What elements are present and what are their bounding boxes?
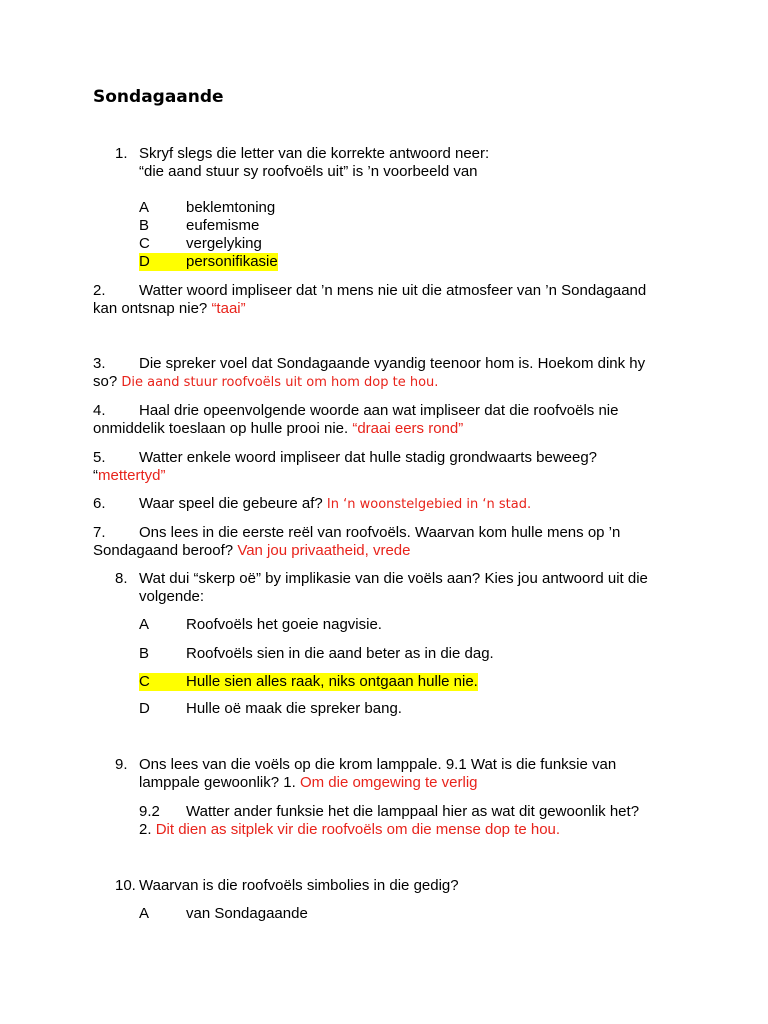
option-d-highlighted <box>139 253 278 271</box>
option-text: Roofvoëls het goeie nagvisie. <box>186 616 382 633</box>
question-text: Waar speel die gebeure af? <box>139 495 323 512</box>
question-number: 5. <box>93 449 106 466</box>
question-text: so? <box>93 373 118 390</box>
option-letter: B <box>139 645 150 662</box>
question-text: “die aand stuur sy roofvoëls uit” is ’n voorbeeld van <box>139 163 478 180</box>
answer-text: “taai” <box>211 300 246 317</box>
answer-text: Van jou privaatheid, vrede <box>237 542 411 559</box>
sub-question-number: 9.2 <box>139 803 160 820</box>
question-number: 1. <box>115 145 128 162</box>
option-text: personifikasie <box>186 253 278 270</box>
question-number: 2. <box>93 282 106 299</box>
option-b <box>139 217 259 235</box>
question-number: 4. <box>93 402 106 419</box>
option-b <box>139 645 494 663</box>
option-text: Hulle oë maak die spreker bang. <box>186 700 402 717</box>
option-letter: C <box>139 673 150 690</box>
question-text: Sondagaand beroof? <box>93 542 234 559</box>
option-text: beklemtoning <box>186 199 276 216</box>
question-line-with-answer <box>93 420 463 438</box>
question-line-with-answer <box>93 373 438 392</box>
question-number: 3. <box>93 355 106 372</box>
option-a <box>139 616 382 634</box>
question-text: Haal drie opeenvolgende woorde aan wat impliseer dat die roofvoëls nie <box>139 402 619 419</box>
option-text: van Sondagaande <box>186 905 308 922</box>
question-number: 8. <box>115 570 128 587</box>
answer-prefix: 2. <box>139 821 152 838</box>
question-text: Waarvan is die roofvoëls simbolies in die gedig? <box>139 877 459 894</box>
option-text: vergelyking <box>186 235 262 252</box>
option-a <box>139 905 308 923</box>
answer-text: Die aand stuur roofvoëls uit om hom dop te hou. <box>121 375 439 390</box>
question-number: 6. <box>93 495 106 512</box>
question-text: Watter woord impliseer dat ’n mens nie uit die atmosfeer van ’n Sondagaand <box>139 282 647 299</box>
option-text: Hulle sien alles raak, niks ontgaan hulle nie. <box>186 673 478 690</box>
option-letter: A <box>139 616 150 633</box>
question-text: Watter enkele woord impliseer dat hulle stadig grondwaarts beweeg? <box>139 449 598 466</box>
option-letter: B <box>139 217 150 234</box>
question-text: kan ontsnap nie? <box>93 300 208 317</box>
question-line-with-answer <box>139 495 531 514</box>
option-letter: D <box>139 253 150 270</box>
sub-question-line-with-answer <box>139 821 560 839</box>
question-text: Skryf slegs die letter van die korrekte antwoord neer: <box>139 145 490 162</box>
question-text: lamppale gewoonlik? 1. <box>139 774 296 791</box>
option-c-highlighted <box>139 673 478 691</box>
question-number: 10. <box>115 877 136 894</box>
question-text: onmiddelik toeslaan op hulle prooi nie. <box>93 420 349 437</box>
option-letter: A <box>139 905 150 922</box>
question-text: Wat dui “skerp oë” by implikasie van die voëls aan? Kies jou antwoord uit die <box>139 570 648 587</box>
answer-text: “draai eers rond” <box>352 420 464 437</box>
question-number: 7. <box>93 524 106 541</box>
question-line-with-answer <box>93 542 410 560</box>
sub-question-text: Watter ander funksie het die lamppaal hier as wat dit gewoonlik het? <box>186 803 640 820</box>
question-line-with-answer <box>139 774 478 792</box>
option-letter: A <box>139 199 150 216</box>
question-line-with-answer <box>93 300 246 318</box>
option-d <box>139 700 402 718</box>
question-number: 9. <box>115 756 128 773</box>
option-c <box>139 235 262 253</box>
answer-text: Dit dien as sitplek vir die roofvoëls om die mense dop te hou. <box>155 821 561 838</box>
page-title: Sondagaande <box>93 87 224 107</box>
question-line-with-answer <box>93 467 166 485</box>
option-letter: D <box>139 700 150 717</box>
answer-text: mettertyd” <box>98 467 166 484</box>
option-a <box>139 199 275 217</box>
option-text: Roofvoëls sien in die aand beter as in die dag. <box>186 645 494 662</box>
question-text: Ons lees van die voëls op die krom lamppale. 9.1 Wat is die funksie van <box>139 756 617 773</box>
option-letter: C <box>139 235 150 252</box>
question-text: volgende: <box>139 588 205 605</box>
question-text: Die spreker voel dat Sondagaande vyandig teenoor hom is. Hoekom dink hy <box>139 355 646 372</box>
quote-mark: “ <box>93 467 98 484</box>
answer-text: Om die omgewing te verlig <box>299 774 478 791</box>
answer-text: In ‘n woonstelgebied in ‘n stad. <box>326 497 532 512</box>
question-text: Ons lees in die eerste reël van roofvoëls. Waarvan kom hulle mens op ’n <box>139 524 621 541</box>
option-text: eufemisme <box>186 217 260 234</box>
